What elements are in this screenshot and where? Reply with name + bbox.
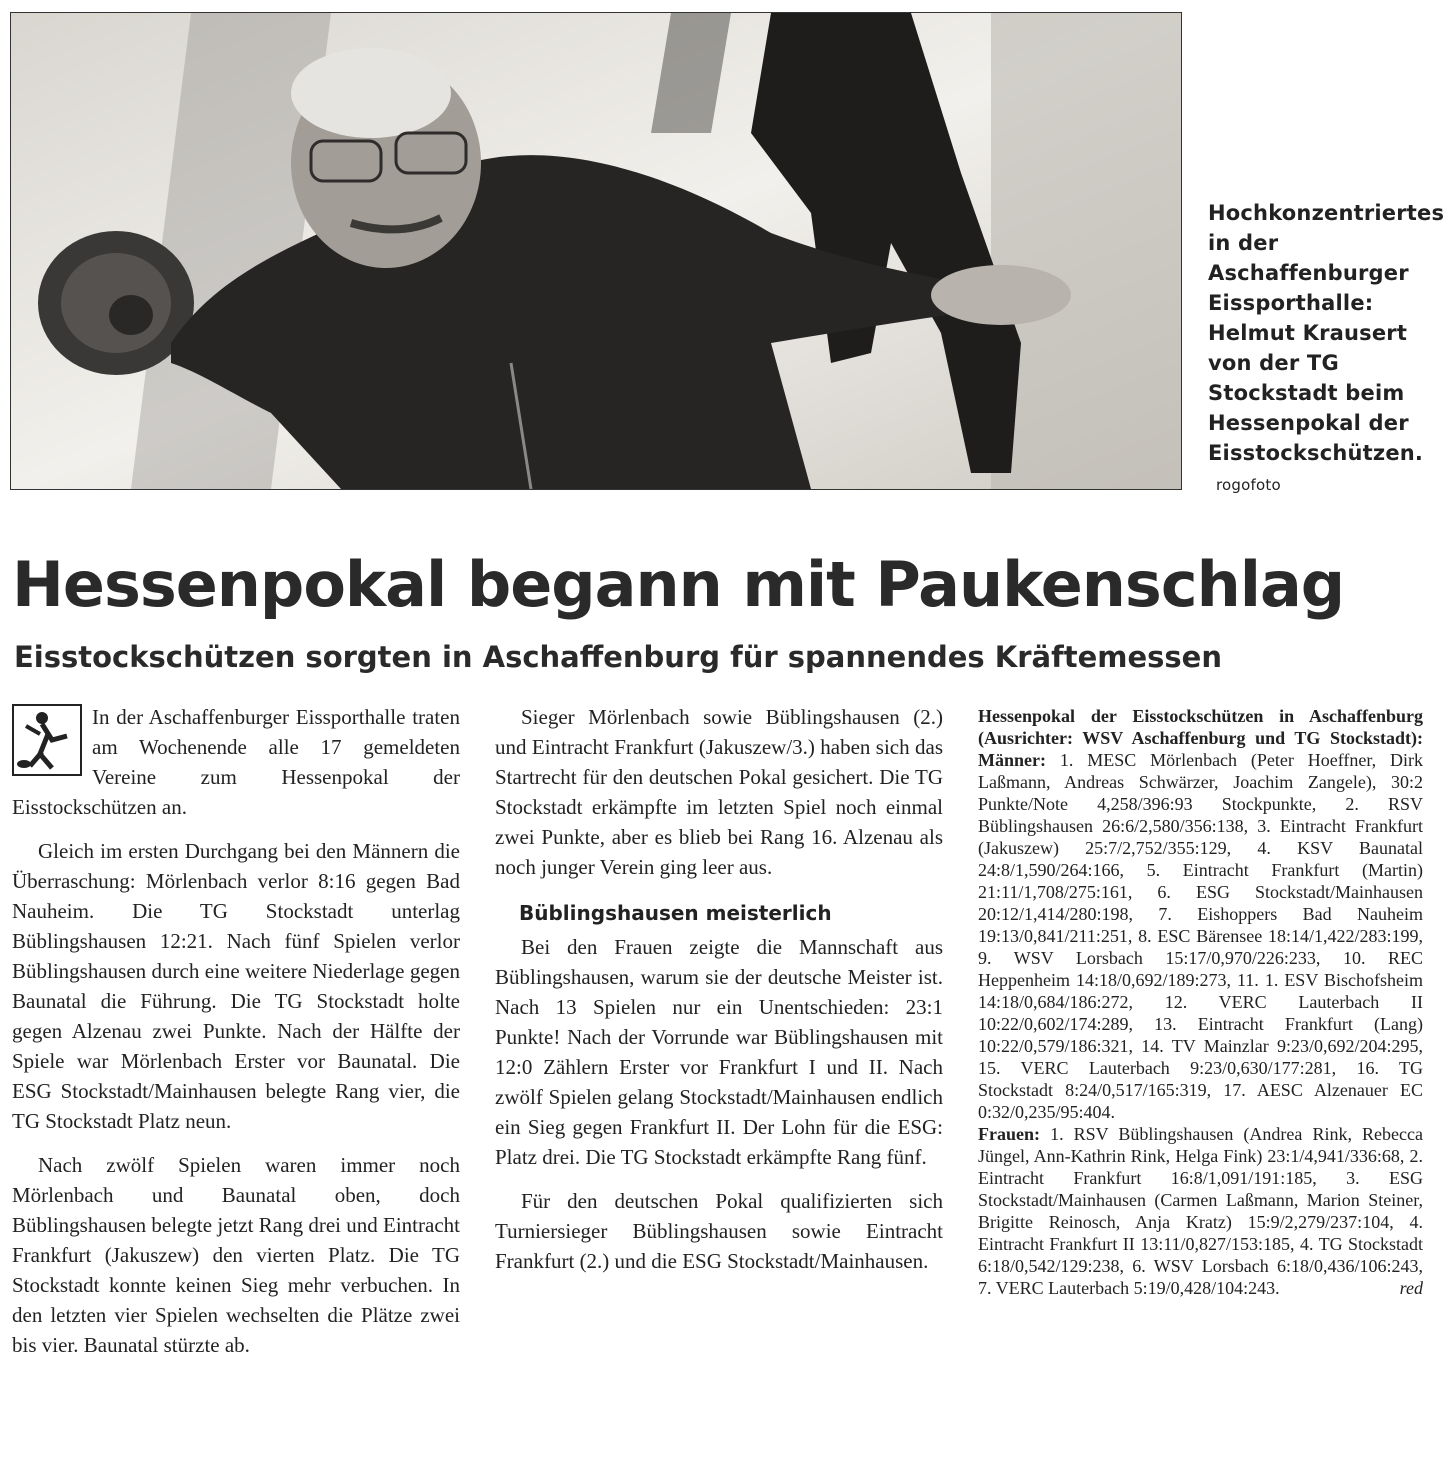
subheadline: Eisstockschützen sorgten in Aschaffenburg für spannendes Kräftemessen: [14, 640, 1222, 674]
article-column-2: [495, 702, 943, 1290]
results-lead: Hessenpokal der Eisstockschützen in Aschaffenburg (Ausrichter: WSV Aschaffenburg und TG Stockstadt):: [978, 706, 1423, 748]
article-subhead: Büblingshausen meisterlich: [519, 901, 832, 925]
photo-credit: rogofoto: [1216, 476, 1281, 494]
article-paragraph: In der Aschaffenburger Eissporthalle traten am Wochenende alle 17 gemeldeten Vereine zum Hessenpokal der Eisstockschützen an.: [12, 705, 460, 819]
article-paragraph: Sieger Mörlenbach sowie Büblingshausen (2.) und Eintracht Frankfurt (Jakuszew/3.) haben sich das Startrecht für den deutschen Pokal gesichert. Die TG Stockstadt erkämpfte im letzten Spiel noch einmal zwei Punkte, aber es blieb bei Rang 16. Alzenau als noch junger Verein ging leer aus.: [495, 705, 943, 879]
article-column-1: [12, 702, 460, 1374]
results-column: [978, 705, 1423, 1299]
caption-text: Hochkonzentriertes in der Aschaffenburger Eissporthalle: Helmut Krausert von der TG Stockstadt beim Hessenpokal der Eisstockschützen.: [1208, 201, 1445, 465]
photo-caption: [1208, 198, 1443, 500]
photo-icon: [11, 13, 1181, 489]
results-men: 1. MESC Mörlenbach (Peter Hoeffner, Dirk Laßmann, Andreas Schwärzer, Joachim Zangele), 30:2 Punkte/Note 4,258/396:93 Stockpunkte, 2. RSV Büblingshausen 26:6/2,580/356:138, 3. Eintracht Frankfurt (Jakuszew) 25:7/2,752/355:129, 4. KSV Baunatal 24:8/1,590/264:166, 5. Eintracht Frankfurt (Martin) 21:11/1,708/275:161, 6. ESG Stockstadt/Mainhausen 20:12/1,414/280:198, 7. Eishoppers Bad Nauheim 19:13/0,841/211:251, 8. ESC Bärensee 18:14/1,422/283:199, 9. WSV Lorsbach 15:17/0,970/226:233, 10. REC Heppenheim 14:18/0,692/189:273, 11. 1. ESV Bischofsheim 14:18/0,684/186:272, 12. VERC Lauterbach II 10:22/0,602/174:289, 13. Eintracht Frankfurt (Lang) 10:22/0,579/186:321, 14. TV Mainzlar 9:23/0,692/204:295, 15. VERC Lauterbach 9:23/0,630/177:281, 16. TG Stockstadt 8:24/0,517/165:319, 17. AESC Alzenauer EC 0:32/0,235/95:404.: [978, 750, 1423, 1122]
results-men-label: Männer:: [978, 750, 1046, 770]
headline: Hessenpokal begann mit Paukenschlag: [12, 548, 1345, 621]
article-paragraph: Gleich im ersten Durchgang bei den Männern die Überraschung: Mörlenbach verlor 8:16 gegen Bad Nauheim. Die TG Stockstadt unterlag Büblingshausen 12:21. Nach fünf Spielen verlor Büblingshausen durch eine weitere Niederlage gegen Baunatal die Führung. Die TG Stockstadt holte gegen Alzenau zwei Punkte. Nach der Hälfte der Spiele war Mörlenbach Erster vor Baunatal. Die ESG Stockstadt/Mainhausen belegte Rang vier, die TG Stockstadt Platz neun.: [12, 839, 460, 1133]
author-tag: red: [1399, 1278, 1423, 1298]
results-women: 1. RSV Büblingshausen (Andrea Rink, Rebecca Jüngel, Ann-Kathrin Rink, Helga Fink) 23:1/4,941/336:68, 2. Eintracht Frankfurt 16:8/1,091/191:185, 3. ESG Stockstadt/Mainhausen (Carmen Laßmann, Marion Steiner, Brigitte Reinosch, Anja Kratz) 15:9/2,279/237:104, 4. Eintracht Frankfurt II 13:11/0,827/153:185, 4. TG Stockstadt 6:18/0,542/129:238, 6. WSV Lorsbach 6:18/0,436/106:243, 7. VERC Lauterbach 5:19/0,428/104:243.: [978, 1124, 1423, 1298]
article-paragraph: Bei den Frauen zeigte die Mannschaft aus Büblingshausen, warum sie der deutsche Meister ist. Nach 13 Spielen nur ein Unentschieden: 23:1 Punkte! Nach der Vorrunde war Büblingshausen mit 12:0 Zählern Erster vor Frankfurt I und II. Nach zwölf Spielen gelang Stockstadt/Mainhausen endlich ein Sieg gegen Frankfurt II. Der Lohn für die ESG: Platz drei. Die TG Stockstadt erkämpfte Rang fünf.: [495, 935, 943, 1169]
results-box: [978, 705, 1423, 1299]
article-photo: [10, 12, 1182, 490]
results-women-label: Frauen:: [978, 1124, 1040, 1144]
curling-icon: [12, 704, 82, 776]
article-paragraph: Nach zwölf Spielen waren immer noch Mörlenbach und Baunatal oben, doch Büblingshausen belegte jetzt Rang drei und Eintracht Frankfurt (Jakuszew) den vierten Platz. Die TG Stockstadt konnte keinen Sieg mehr verbuchen. In den letzten vier Spielen wechselten die Plätze zwei bis vier. Baunatal stürzte ab.: [12, 1153, 460, 1357]
article-paragraph: Für den deutschen Pokal qualifizierten sich Turniersieger Büblingshausen sowie Eintracht Frankfurt (2.) und die ESG Stockstadt/Mainhausen.: [495, 1189, 943, 1273]
